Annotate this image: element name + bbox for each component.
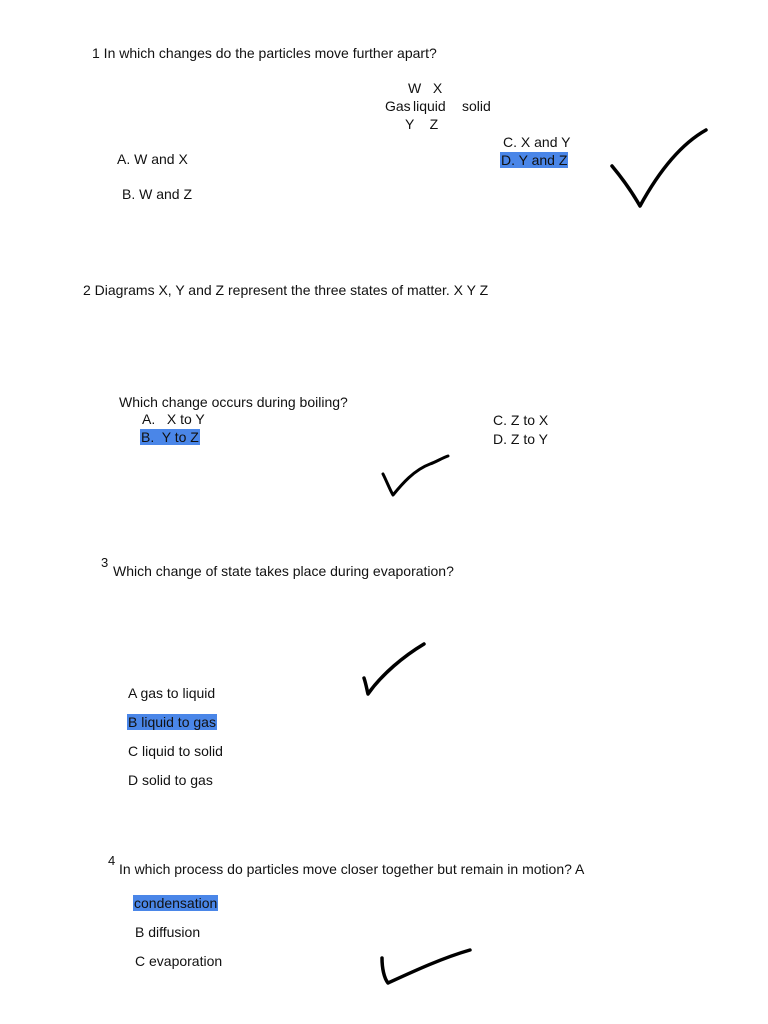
question-3-text: Which change of state takes place during evaporation?	[113, 563, 454, 579]
q4-option-a[interactable]	[133, 895, 218, 912]
q1-selected-answer-highlight: D. Y and Z	[501, 152, 568, 168]
q2-selected-answer-highlight: B. Y to Z	[141, 429, 199, 445]
q1-option-b[interactable]: B. W and Z	[122, 186, 193, 202]
question-1-text: 1 In which changes do the particles move further apart?	[92, 45, 437, 61]
q3-option-d[interactable]: D solid to gas	[128, 772, 213, 788]
q1-diagram-label-liquid: liquid	[413, 98, 446, 114]
q2-option-a[interactable]: A. X to Y	[142, 411, 205, 427]
question-4-number: 4	[108, 853, 116, 868]
q4-selected-answer-highlight: condensation	[134, 895, 218, 911]
check-mark-icon	[378, 452, 452, 498]
q3-selected-answer-highlight: B liquid to gas	[128, 714, 216, 730]
check-mark-icon	[376, 946, 476, 988]
q1-diagram-label-y-z: Y Z	[405, 116, 439, 132]
q2-prompt: Which change occurs during boiling?	[119, 394, 348, 410]
q4-option-b[interactable]: B diffusion	[135, 924, 201, 940]
q3-option-a[interactable]: A gas to liquid	[128, 685, 216, 701]
question-4-text: In which process do particles move closer together but remain in motion? A	[119, 861, 585, 877]
q1-option-c[interactable]: C. X and Y	[503, 134, 571, 150]
question-2-text: 2 Diagrams X, Y and Z represent the three states of matter. X Y Z	[83, 282, 489, 298]
q2-option-b[interactable]	[140, 429, 200, 446]
q1-diagram-label-gas: Gas	[385, 98, 411, 114]
q1-diagram-label-solid: solid	[462, 98, 491, 114]
q3-option-c[interactable]: C liquid to solid	[128, 743, 223, 759]
q1-option-a[interactable]: A. W and X	[117, 151, 188, 167]
q2-option-c[interactable]: C. Z to X	[493, 412, 549, 428]
check-mark-icon	[360, 640, 430, 698]
q3-option-b[interactable]	[127, 714, 217, 731]
q1-option-d[interactable]	[500, 152, 568, 169]
q1-diagram-label-w-x: W X	[408, 80, 443, 96]
question-3-number: 3	[101, 555, 109, 570]
check-mark-icon	[608, 126, 710, 212]
q4-option-c[interactable]: C evaporation	[135, 953, 223, 969]
q2-option-d[interactable]: D. Z to Y	[493, 431, 548, 447]
